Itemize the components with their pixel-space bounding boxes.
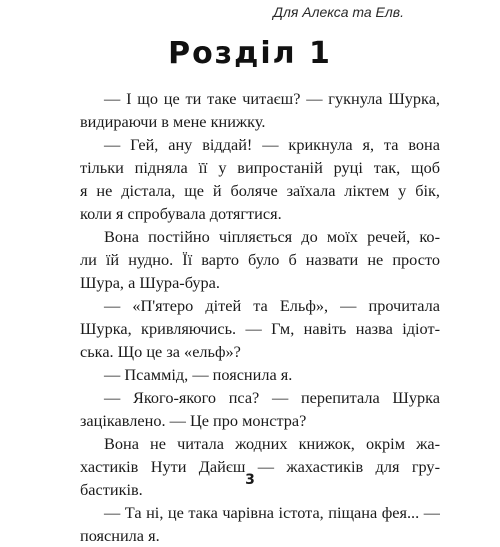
text-line: — І що це ти таке читаєш? — гукнула Шурка, [104,89,440,108]
text-line: ли їй нудно. Її варто було б назвати не просто [80,250,440,269]
text-line: Вона постійно чіпляється до моїх речей, ко- [104,227,440,246]
text-line: тільки підняла її у випростаній руці так, щоб [80,158,440,177]
text-line: Вона не читала жодних книжок, окрім жа- [104,434,440,453]
text-line: хастиків Нути Дайєш — жахастиків для гру- [80,457,440,476]
text-line: пояснила я. [80,526,160,545]
text-line: Шура, а Шура-бура. [80,273,220,292]
text-line: — Псаммід, — пояснила я. [104,365,293,384]
page-number: 3 [245,472,255,488]
text-line: Шурка, кривляючись. — Гм, навіть назва ідіот- [80,319,440,338]
text-line: бастиків. [80,480,143,499]
text-line: я не дістала, ще й боляче заїхала ліктем у бік, [80,181,440,200]
text-line: — Гей, ану віддай! — крикнула я, та вона [104,135,440,154]
chapter-title: Розділ 1 [168,36,332,71]
text-line: — Та ні, це така чарівна істота, піщана фея... — [104,503,440,522]
dedication-header: Для Алекса та Елв. [273,4,404,20]
text-line: видираючи в мене книжку. [80,112,266,131]
text-line: ська. Що це за «ельф»? [80,342,241,361]
text-line: коли я спробувала дотягтися. [80,204,282,223]
text-line: — Якого-якого пса? — перепитала Шурка [104,388,440,407]
text-line: зацікавлено. — Це про монстра? [80,411,307,430]
text-line: — «П'ятеро дітей та Ельф», — прочитала [104,296,440,315]
